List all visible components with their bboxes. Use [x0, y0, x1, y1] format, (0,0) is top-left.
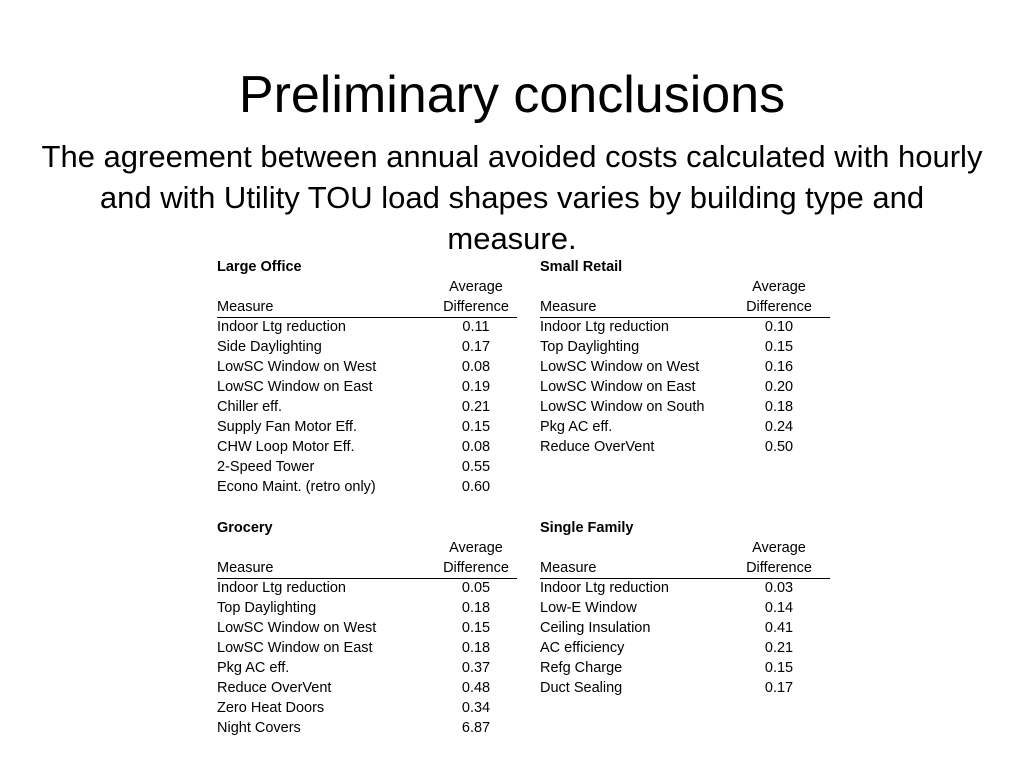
table-row	[217, 337, 517, 357]
table-row	[540, 598, 840, 618]
table-row	[540, 578, 840, 598]
table-row	[217, 718, 517, 738]
slide-title: Preliminary conclusions	[238, 66, 786, 124]
table-row	[540, 337, 840, 357]
table-row	[540, 417, 840, 437]
table-row	[540, 357, 840, 377]
average-difference-cell: 0.15	[461, 419, 491, 435]
table-row	[540, 638, 840, 658]
average-difference-cell: 0.24	[764, 419, 794, 435]
table-rows	[217, 317, 517, 497]
table-title: Small Retail	[540, 259, 623, 275]
table-row	[540, 397, 840, 417]
table-row	[217, 618, 517, 638]
average-difference-cell: 0.17	[764, 680, 794, 696]
table-row	[217, 698, 517, 718]
average-difference-cell: 0.11	[462, 319, 490, 335]
measure-cell: LowSC Window on South	[540, 399, 705, 415]
average-difference-cell: 0.15	[764, 660, 794, 676]
table-row	[217, 457, 517, 477]
table-row	[217, 417, 517, 437]
average-difference-cell: 0.18	[461, 600, 491, 616]
average-difference-cell: 0.05	[461, 580, 491, 596]
average-difference-cell: 0.55	[461, 459, 491, 475]
table-row	[540, 658, 840, 678]
measure-cell: Pkg AC eff.	[217, 660, 290, 676]
measure-cell: CHW Loop Motor Eff.	[217, 439, 355, 455]
average-difference-cell: 0.19	[461, 379, 491, 395]
table-row	[540, 437, 840, 457]
measure-cell: LowSC Window on West	[540, 359, 700, 375]
table-row	[217, 377, 517, 397]
measure-cell: Duct Sealing	[540, 680, 623, 696]
table-row	[217, 397, 517, 417]
measure-cell: Low-E Window	[540, 600, 637, 616]
measure-cell: LowSC Window on East	[540, 379, 696, 395]
average-difference-cell: 0.14	[764, 600, 794, 616]
average-difference-cell: 0.10	[764, 319, 794, 335]
column-header-average: Average	[752, 540, 806, 556]
average-difference-cell: 0.08	[461, 439, 491, 455]
measure-cell: 2-Speed Tower	[217, 459, 315, 475]
average-difference-cell: 0.21	[461, 399, 491, 415]
measure-cell: Supply Fan Motor Eff.	[217, 419, 357, 435]
table-row	[217, 598, 517, 618]
average-difference-cell: 0.15	[764, 339, 794, 355]
average-difference-cell: 0.48	[461, 680, 491, 696]
table-rows	[217, 578, 517, 738]
measure-cell: AC efficiency	[540, 640, 625, 656]
table-row	[217, 477, 517, 497]
average-difference-cell: 0.16	[764, 359, 794, 375]
slide-subtitle: The agreement between annual avoided costs calculated with hourly and with Utility TOU load shapes varies by building type and measure.	[41, 139, 983, 256]
measure-cell: Ceiling Insulation	[540, 620, 651, 636]
average-difference-cell: 0.17	[461, 339, 491, 355]
table-rows	[540, 578, 840, 698]
measure-cell: Econo Maint. (retro only)	[217, 479, 376, 495]
column-header-difference: Difference	[746, 560, 812, 576]
average-difference-cell: 0.50	[764, 439, 794, 455]
measure-cell: Chiller eff.	[217, 399, 283, 415]
average-difference-cell: 0.34	[461, 700, 491, 716]
table-row	[217, 437, 517, 457]
average-difference-cell: 0.60	[461, 479, 491, 495]
average-difference-cell: 0.03	[764, 580, 794, 596]
table-row	[217, 317, 517, 337]
measure-cell: LowSC Window on West	[217, 620, 377, 636]
average-difference-cell: 0.18	[461, 640, 491, 656]
average-difference-cell: 6.87	[461, 720, 491, 736]
table-row	[540, 618, 840, 638]
table-row	[217, 357, 517, 377]
column-header-difference: Difference	[443, 560, 509, 576]
measure-cell: Zero Heat Doors	[217, 700, 325, 716]
measure-cell: Indoor Ltg reduction	[540, 319, 669, 335]
column-header-average: Average	[752, 279, 806, 295]
column-header-difference: Difference	[746, 299, 812, 315]
average-difference-cell: 0.41	[764, 620, 794, 636]
column-header-measure: Measure	[540, 299, 597, 315]
table-title: Grocery	[217, 520, 273, 536]
table-row	[540, 377, 840, 397]
table-title: Large Office	[217, 259, 302, 275]
column-header-average: Average	[449, 540, 503, 556]
measure-cell: Night Covers	[217, 720, 301, 736]
average-difference-cell: 0.08	[461, 359, 491, 375]
column-header-measure: Measure	[540, 560, 597, 576]
table-row	[540, 678, 840, 698]
measure-cell: LowSC Window on East	[217, 379, 373, 395]
average-difference-cell: 0.15	[461, 620, 491, 636]
measure-cell: Reduce OverVent	[217, 680, 332, 696]
table-row	[217, 658, 517, 678]
measure-cell: Indoor Ltg reduction	[540, 580, 669, 596]
measure-cell: Indoor Ltg reduction	[217, 319, 346, 335]
average-difference-cell: 0.37	[461, 660, 491, 676]
column-header-measure: Measure	[217, 299, 274, 315]
measure-cell: Indoor Ltg reduction	[217, 580, 346, 596]
column-header-average: Average	[449, 279, 503, 295]
measure-cell: Refg Charge	[540, 660, 623, 676]
table-rows	[540, 317, 840, 457]
measure-cell: LowSC Window on West	[217, 359, 377, 375]
table-title: Single Family	[540, 520, 634, 536]
table-row	[217, 578, 517, 598]
measure-cell: Pkg AC eff.	[540, 419, 613, 435]
table-row	[540, 317, 840, 337]
average-difference-cell: 0.21	[764, 640, 794, 656]
average-difference-cell: 0.18	[764, 399, 794, 415]
column-header-difference: Difference	[443, 299, 509, 315]
table-row	[217, 638, 517, 658]
measure-cell: Reduce OverVent	[540, 439, 655, 455]
measure-cell: Top Daylighting	[217, 600, 317, 616]
measure-cell: Top Daylighting	[540, 339, 640, 355]
measure-cell: LowSC Window on East	[217, 640, 373, 656]
average-difference-cell: 0.20	[764, 379, 794, 395]
column-header-measure: Measure	[217, 560, 274, 576]
table-row	[217, 678, 517, 698]
measure-cell: Side Daylighting	[217, 339, 322, 355]
